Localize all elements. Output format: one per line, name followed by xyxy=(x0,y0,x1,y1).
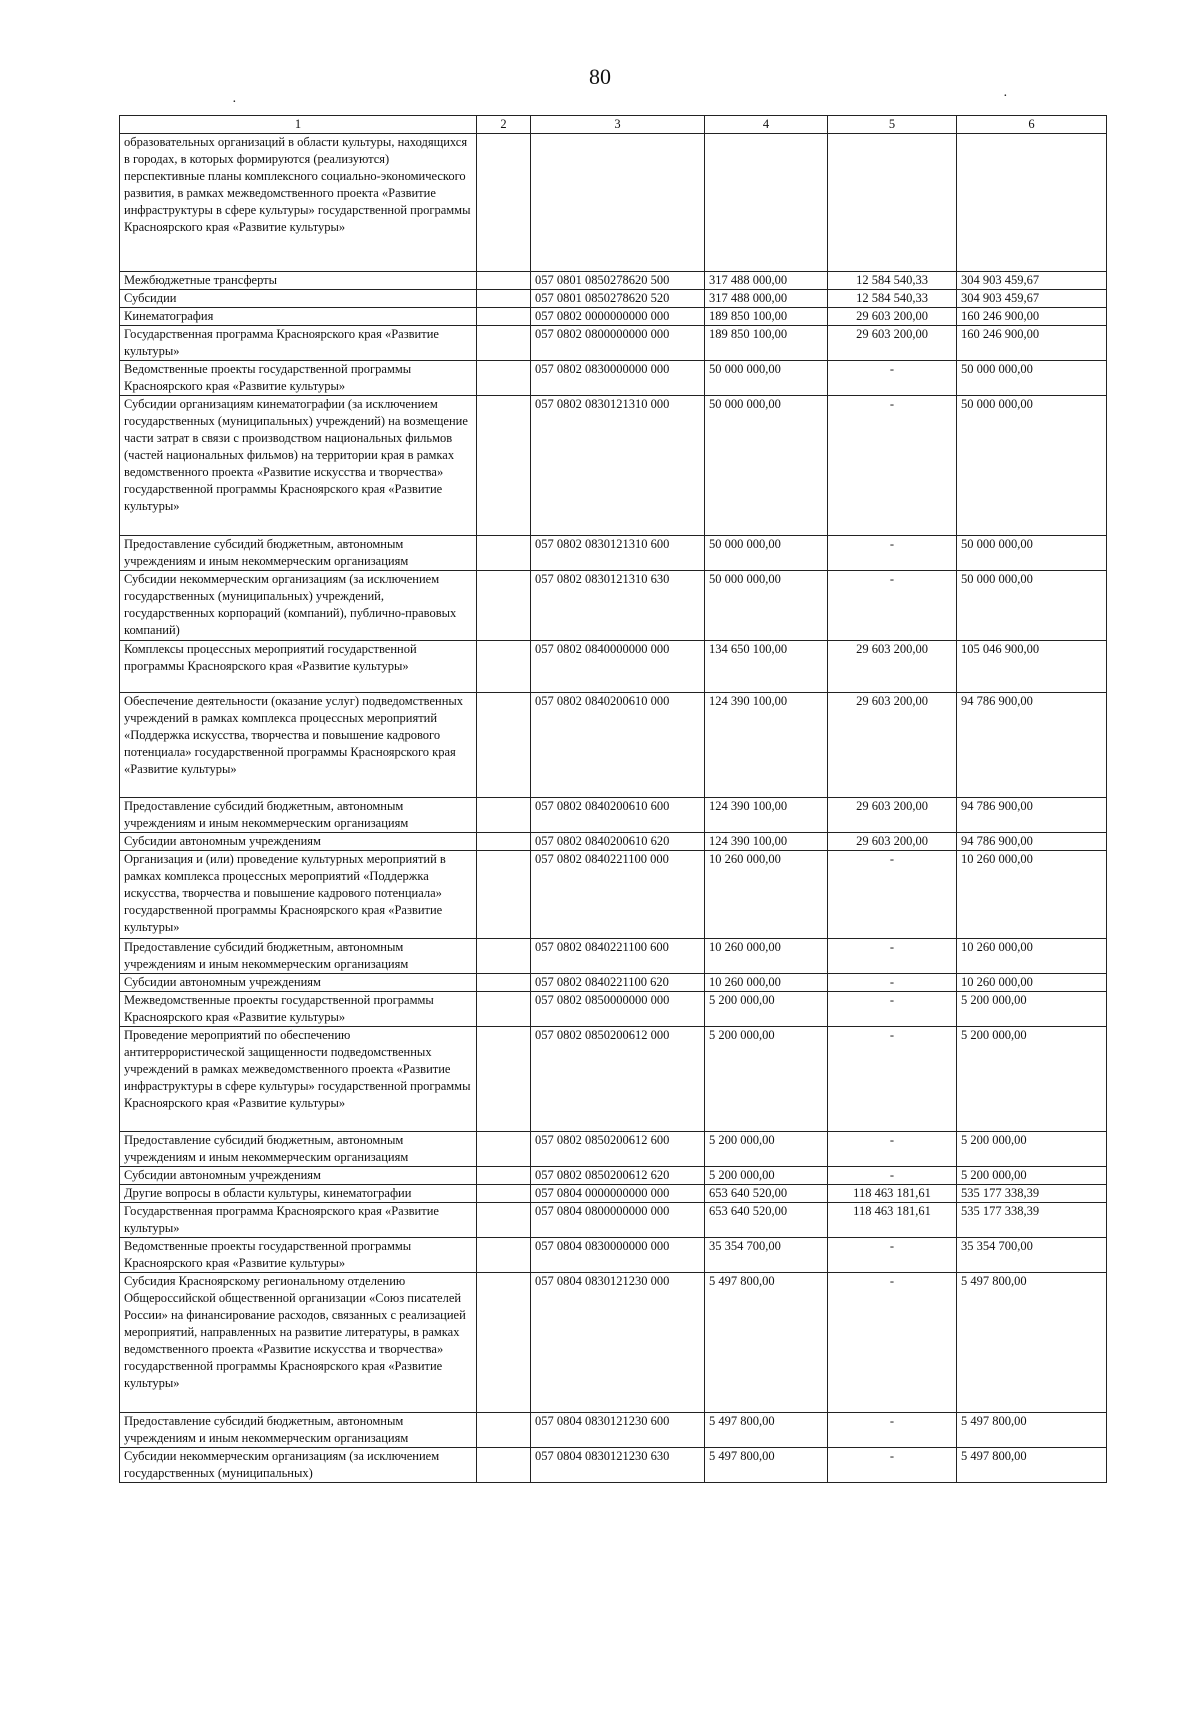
row-col-2 xyxy=(477,1203,531,1238)
row-amount-executed: - xyxy=(828,974,957,992)
row-amount-executed: - xyxy=(828,536,957,571)
row-code: 057 0802 0830121310 630 xyxy=(531,571,705,641)
row-col-2 xyxy=(477,1413,531,1448)
row-code: 057 0802 0840000000 000 xyxy=(531,641,705,693)
row-description: Межбюджетные трансферты xyxy=(120,272,477,290)
row-amount-remaining: 94 786 900,00 xyxy=(957,833,1107,851)
row-amount-executed xyxy=(828,134,957,272)
row-code: 057 0801 0850278620 500 xyxy=(531,272,705,290)
row-col-2 xyxy=(477,1238,531,1273)
row-amount-remaining: 94 786 900,00 xyxy=(957,798,1107,833)
row-amount-approved: 317 488 000,00 xyxy=(705,290,828,308)
row-description: Кинематография xyxy=(120,308,477,326)
row-col-2 xyxy=(477,1027,531,1132)
row-col-2 xyxy=(477,272,531,290)
header-col-5: 5 xyxy=(828,116,957,134)
row-amount-remaining: 50 000 000,00 xyxy=(957,536,1107,571)
row-description: Субсидии организациям кинематографии (за исключением государственных (муниципальных) учреждений) на возмещение части затрат в связи с производством национальных фильмов (частей национальных фильмов) на территории края в рамках ведомственного проекта «Развитие искусства и творчества» государственной программы Красноярского края «Развитие культуры» xyxy=(120,396,477,536)
row-code: 057 0802 0830121310 600 xyxy=(531,536,705,571)
row-description: Обеспечение деятельности (оказание услуг) подведомственных учреждений в рамках комплекса процессных мероприятий «Поддержка искусства, творчества и повышение кадрового потенциала» государственной программы Красноярского края «Развитие культуры» xyxy=(120,693,477,798)
row-amount-executed: - xyxy=(828,1238,957,1273)
table-row xyxy=(120,1273,1107,1413)
row-description: Межведомственные проекты государственной программы Красноярского края «Развитие культуры» xyxy=(120,992,477,1027)
row-description: Субсидии автономным учреждениям xyxy=(120,974,477,992)
row-col-2 xyxy=(477,1273,531,1413)
row-col-2 xyxy=(477,536,531,571)
row-code: 057 0804 0830121230 000 xyxy=(531,1273,705,1413)
header-col-1: 1 xyxy=(120,116,477,134)
table-row xyxy=(120,396,1107,536)
row-amount-remaining: 5 497 800,00 xyxy=(957,1413,1107,1448)
row-amount-remaining: 160 246 900,00 xyxy=(957,308,1107,326)
table-body xyxy=(120,134,1107,1483)
table-row xyxy=(120,641,1107,693)
row-amount-approved: 653 640 520,00 xyxy=(705,1203,828,1238)
row-col-2 xyxy=(477,798,531,833)
row-amount-approved: 124 390 100,00 xyxy=(705,798,828,833)
row-description: Субсидии некоммерческим организациям (за исключением государственных (муниципальных) учреждений, государственных корпораций (компаний), публично-правовых компаний) xyxy=(120,571,477,641)
table-row xyxy=(120,308,1107,326)
row-amount-remaining: 535 177 338,39 xyxy=(957,1185,1107,1203)
row-description: Предоставление субсидий бюджетным, автономным учреждениям и иным некоммерческим организациям xyxy=(120,536,477,571)
row-amount-approved: 653 640 520,00 xyxy=(705,1185,828,1203)
row-amount-remaining: 304 903 459,67 xyxy=(957,290,1107,308)
row-amount-executed: - xyxy=(828,939,957,974)
table-row xyxy=(120,1238,1107,1273)
row-amount-approved: 124 390 100,00 xyxy=(705,833,828,851)
row-code: 057 0802 0850200612 620 xyxy=(531,1167,705,1185)
row-amount-executed: - xyxy=(828,1273,957,1413)
row-code: 057 0802 0800000000 000 xyxy=(531,326,705,361)
row-amount-executed: - xyxy=(828,1448,957,1483)
table-row xyxy=(120,1132,1107,1167)
table-row xyxy=(120,326,1107,361)
row-description: Предоставление субсидий бюджетным, автономным учреждениям и иным некоммерческим организациям xyxy=(120,1413,477,1448)
row-amount-approved: 50 000 000,00 xyxy=(705,361,828,396)
row-description: Ведомственные проекты государственной программы Красноярского края «Развитие культуры» xyxy=(120,1238,477,1273)
row-amount-executed: - xyxy=(828,1027,957,1132)
row-col-2 xyxy=(477,974,531,992)
row-amount-approved: 50 000 000,00 xyxy=(705,571,828,641)
row-code: 057 0802 0850000000 000 xyxy=(531,992,705,1027)
row-description: Субсидии некоммерческим организациям (за исключением государственных (муниципальных) xyxy=(120,1448,477,1483)
budget-table xyxy=(119,115,1107,1483)
row-amount-approved: 189 850 100,00 xyxy=(705,326,828,361)
row-description: образовательных организаций в области культуры, находящихся в городах, в которых формируются (реализуются) перспективные планы комплексного социально-экономического развития, в рамках межведомственного проекта «Развитие инфраструктуры в сфере культуры» государственной программы Красноярского края «Развитие культуры» xyxy=(120,134,477,272)
row-amount-approved: 10 260 000,00 xyxy=(705,851,828,939)
row-amount-executed: 29 603 200,00 xyxy=(828,798,957,833)
row-col-2 xyxy=(477,290,531,308)
row-amount-remaining: 105 046 900,00 xyxy=(957,641,1107,693)
row-description: Другие вопросы в области культуры, кинематографии xyxy=(120,1185,477,1203)
row-col-2 xyxy=(477,1132,531,1167)
row-code: 057 0802 0840221100 600 xyxy=(531,939,705,974)
row-amount-executed: - xyxy=(828,851,957,939)
table-row xyxy=(120,272,1107,290)
row-amount-executed: - xyxy=(828,1132,957,1167)
row-amount-executed: 29 603 200,00 xyxy=(828,833,957,851)
row-description: Предоставление субсидий бюджетным, автономным учреждениям и иным некоммерческим организациям xyxy=(120,798,477,833)
row-amount-remaining: 10 260 000,00 xyxy=(957,851,1107,939)
row-code: 057 0804 0000000000 000 xyxy=(531,1185,705,1203)
row-amount-executed: 118 463 181,61 xyxy=(828,1185,957,1203)
row-col-2 xyxy=(477,134,531,272)
table-row xyxy=(120,290,1107,308)
table-row xyxy=(120,134,1107,272)
row-code: 057 0802 0840200610 620 xyxy=(531,833,705,851)
row-code: 057 0801 0850278620 520 xyxy=(531,290,705,308)
row-description: Государственная программа Красноярского края «Развитие культуры» xyxy=(120,1203,477,1238)
row-code: 057 0802 0850200612 000 xyxy=(531,1027,705,1132)
table-row xyxy=(120,798,1107,833)
row-code: 057 0802 0000000000 000 xyxy=(531,308,705,326)
row-col-2 xyxy=(477,992,531,1027)
row-description: Ведомственные проекты государственной программы Красноярского края «Развитие культуры» xyxy=(120,361,477,396)
table-row xyxy=(120,536,1107,571)
table-row xyxy=(120,851,1107,939)
row-amount-approved: 5 497 800,00 xyxy=(705,1273,828,1413)
table-row xyxy=(120,992,1107,1027)
table-header xyxy=(120,116,1107,134)
row-amount-approved: 317 488 000,00 xyxy=(705,272,828,290)
row-amount-executed: 29 603 200,00 xyxy=(828,308,957,326)
row-amount-approved: 5 200 000,00 xyxy=(705,1027,828,1132)
header-col-3: 3 xyxy=(531,116,705,134)
row-amount-executed: 29 603 200,00 xyxy=(828,641,957,693)
scan-dot-right: · xyxy=(1003,89,1008,104)
table-row xyxy=(120,833,1107,851)
table-row xyxy=(120,1185,1107,1203)
row-col-2 xyxy=(477,571,531,641)
row-col-2 xyxy=(477,361,531,396)
row-amount-remaining: 5 200 000,00 xyxy=(957,1027,1107,1132)
table-row xyxy=(120,1203,1107,1238)
row-amount-remaining: 94 786 900,00 xyxy=(957,693,1107,798)
row-amount-approved: 5 497 800,00 xyxy=(705,1448,828,1483)
row-description: Комплексы процессных мероприятий государственной программы Красноярского края «Развитие культуры» xyxy=(120,641,477,693)
row-col-2 xyxy=(477,1448,531,1483)
row-col-2 xyxy=(477,1185,531,1203)
row-code: 057 0804 0830000000 000 xyxy=(531,1238,705,1273)
row-description: Субсидии xyxy=(120,290,477,308)
row-code xyxy=(531,134,705,272)
row-amount-approved: 50 000 000,00 xyxy=(705,396,828,536)
row-amount-approved: 50 000 000,00 xyxy=(705,536,828,571)
row-col-2 xyxy=(477,851,531,939)
row-amount-approved: 124 390 100,00 xyxy=(705,693,828,798)
row-amount-approved: 10 260 000,00 xyxy=(705,974,828,992)
row-amount-approved: 5 200 000,00 xyxy=(705,992,828,1027)
row-amount-approved: 5 497 800,00 xyxy=(705,1413,828,1448)
row-amount-remaining: 50 000 000,00 xyxy=(957,361,1107,396)
scan-dot-left: · xyxy=(232,95,237,110)
table-row xyxy=(120,1027,1107,1132)
row-amount-executed: - xyxy=(828,571,957,641)
row-amount-executed: - xyxy=(828,361,957,396)
row-amount-executed: - xyxy=(828,992,957,1027)
page-number: 80 xyxy=(589,64,611,89)
row-code: 057 0802 0830121310 000 xyxy=(531,396,705,536)
row-amount-executed: - xyxy=(828,1413,957,1448)
table-row xyxy=(120,939,1107,974)
row-description: Предоставление субсидий бюджетным, автономным учреждениям и иным некоммерческим организациям xyxy=(120,939,477,974)
row-amount-executed: 12 584 540,33 xyxy=(828,272,957,290)
row-amount-remaining: 35 354 700,00 xyxy=(957,1238,1107,1273)
row-description: Организация и (или) проведение культурных мероприятий в рамках комплекса процессных мероприятий «Поддержка искусства, творчества и повышение кадрового потенциала» государственной программы Красноярского края «Развитие культуры» xyxy=(120,851,477,939)
row-amount-approved xyxy=(705,134,828,272)
row-amount-remaining: 5 200 000,00 xyxy=(957,1132,1107,1167)
row-code: 057 0802 0850200612 600 xyxy=(531,1132,705,1167)
table-row xyxy=(120,571,1107,641)
table-row xyxy=(120,1448,1107,1483)
table-row xyxy=(120,1167,1107,1185)
row-col-2 xyxy=(477,308,531,326)
row-amount-remaining xyxy=(957,134,1107,272)
header-col-2: 2 xyxy=(477,116,531,134)
row-code: 057 0802 0830000000 000 xyxy=(531,361,705,396)
table-row xyxy=(120,974,1107,992)
row-amount-approved: 10 260 000,00 xyxy=(705,939,828,974)
row-amount-remaining: 304 903 459,67 xyxy=(957,272,1107,290)
row-code: 057 0802 0840200610 000 xyxy=(531,693,705,798)
row-amount-remaining: 160 246 900,00 xyxy=(957,326,1107,361)
row-amount-remaining: 50 000 000,00 xyxy=(957,571,1107,641)
row-code: 057 0802 0840200610 600 xyxy=(531,798,705,833)
row-amount-remaining: 5 497 800,00 xyxy=(957,1273,1107,1413)
row-amount-approved: 5 200 000,00 xyxy=(705,1132,828,1167)
row-description: Субсидии автономным учреждениям xyxy=(120,1167,477,1185)
row-description: Государственная программа Красноярского края «Развитие культуры» xyxy=(120,326,477,361)
row-col-2 xyxy=(477,833,531,851)
row-amount-approved: 35 354 700,00 xyxy=(705,1238,828,1273)
row-amount-remaining: 535 177 338,39 xyxy=(957,1203,1107,1238)
row-col-2 xyxy=(477,1167,531,1185)
row-code: 057 0802 0840221100 000 xyxy=(531,851,705,939)
table-row xyxy=(120,693,1107,798)
row-col-2 xyxy=(477,326,531,361)
row-amount-remaining: 5 497 800,00 xyxy=(957,1448,1107,1483)
row-amount-remaining: 10 260 000,00 xyxy=(957,939,1107,974)
row-code: 057 0804 0830121230 630 xyxy=(531,1448,705,1483)
row-code: 057 0802 0840221100 620 xyxy=(531,974,705,992)
header-col-6: 6 xyxy=(957,116,1107,134)
row-description: Проведение мероприятий по обеспечению антитеррористической защищенности подведомственных учреждений в рамках межведомственного проекта «Развитие инфраструктуры в сфере культуры» государственной программы Красноярского края «Развитие культуры» xyxy=(120,1027,477,1132)
table-row xyxy=(120,361,1107,396)
header-col-4: 4 xyxy=(705,116,828,134)
row-description: Субсидия Красноярскому региональному отделению Общероссийской общественной организации «Союз писателей России» на финансирование расходов, связанных с реализацией мероприятий, направленных на развитие литературы, в рамках ведомственного проекта «Развитие искусства и творчества» государственной программы Красноярского края «Развитие культуры» xyxy=(120,1273,477,1413)
row-amount-executed: 118 463 181,61 xyxy=(828,1203,957,1238)
row-col-2 xyxy=(477,396,531,536)
row-code: 057 0804 0800000000 000 xyxy=(531,1203,705,1238)
table-row xyxy=(120,1413,1107,1448)
row-amount-executed: - xyxy=(828,1167,957,1185)
row-col-2 xyxy=(477,641,531,693)
row-amount-remaining: 50 000 000,00 xyxy=(957,396,1107,536)
row-col-2 xyxy=(477,939,531,974)
row-amount-remaining: 5 200 000,00 xyxy=(957,992,1107,1027)
row-code: 057 0804 0830121230 600 xyxy=(531,1413,705,1448)
row-amount-executed: 29 603 200,00 xyxy=(828,326,957,361)
row-amount-approved: 5 200 000,00 xyxy=(705,1167,828,1185)
row-amount-executed: 12 584 540,33 xyxy=(828,290,957,308)
row-amount-executed: - xyxy=(828,396,957,536)
row-description: Предоставление субсидий бюджетным, автономным учреждениям и иным некоммерческим организациям xyxy=(120,1132,477,1167)
row-amount-approved: 189 850 100,00 xyxy=(705,308,828,326)
header-row xyxy=(120,116,1107,134)
row-amount-approved: 134 650 100,00 xyxy=(705,641,828,693)
row-col-2 xyxy=(477,693,531,798)
row-amount-remaining: 5 200 000,00 xyxy=(957,1167,1107,1185)
row-amount-remaining: 10 260 000,00 xyxy=(957,974,1107,992)
row-description: Субсидии автономным учреждениям xyxy=(120,833,477,851)
row-amount-executed: 29 603 200,00 xyxy=(828,693,957,798)
